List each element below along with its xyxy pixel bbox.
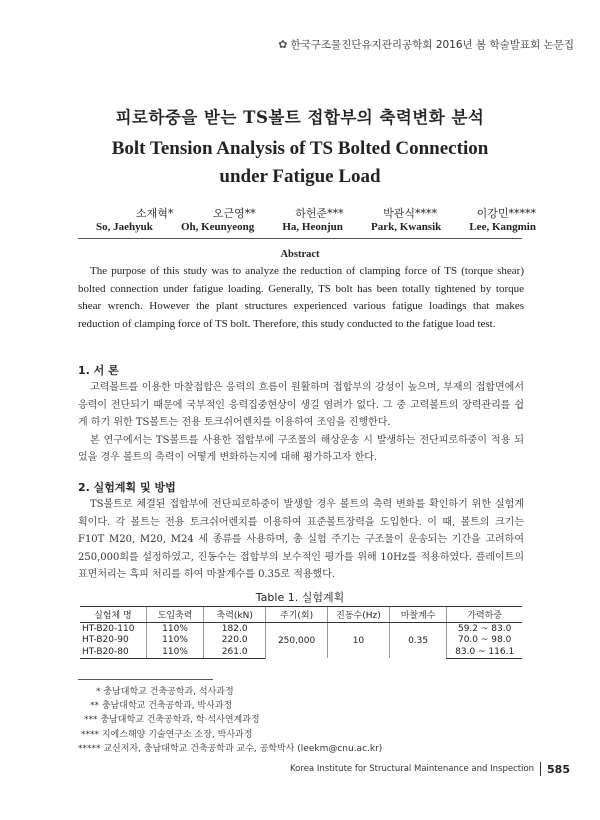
table-cell: 250,000 <box>266 623 328 659</box>
table-header: 실험체 명 <box>80 607 146 623</box>
table-header-row <box>80 607 522 623</box>
conference-header <box>278 37 574 52</box>
page-number: 585 <box>547 762 570 776</box>
section-body <box>78 496 524 584</box>
footnote: ***** 교신저자, 충남대학교 건축공학과 교수, 공학박사 (leekm@cnu.ac.kr) <box>78 743 383 754</box>
author-en: So, Jaehyuk <box>96 221 153 233</box>
author-ko: 하헌준*** <box>295 207 344 220</box>
title-english <box>0 135 600 191</box>
section-heading: 2. 실험계획 및 방법 <box>78 481 176 494</box>
author-ko: 이강민***** <box>476 207 536 220</box>
table-cell: 182.0 <box>204 623 266 635</box>
paragraph: 본 연구에서는 TS볼트를 사용한 접합부에 구조물의 해상운송 시 발생하는 전단피로하중이 적용 되었을 경우 볼트의 축력이 어떻게 변화하는지에 대해 평가하고자 한다. <box>78 434 524 464</box>
author-en: Oh, Keunyeong <box>180 221 255 233</box>
footnote: * 충남대학교 건축공학과, 석사과정 <box>96 687 234 697</box>
author-ko: 박관식**** <box>383 207 438 220</box>
table-header: 마찰계수 <box>389 607 446 623</box>
footnote: *** 충남대학교 건축공학과, 학·석사연계과정 <box>84 715 260 726</box>
footnote-divider <box>78 679 213 680</box>
footnotes <box>78 685 438 756</box>
author-en: Lee, Kangmin <box>469 221 536 233</box>
table-cell: 83.0 ~ 116.1 <box>447 646 522 658</box>
abstract-heading: Abstract <box>280 249 320 260</box>
table-cell: 10 <box>328 623 390 659</box>
table-cell: HT-B20-90 <box>82 635 129 646</box>
authors-english <box>96 221 536 233</box>
table-cell: HT-B20-110 <box>82 623 135 634</box>
author-ko: 오근영** <box>212 207 256 220</box>
title-english-line2: under Fatigue Load <box>219 166 381 187</box>
paragraph: TS볼트로 체결된 접합부에 전단피로하중이 발생할 경우 볼트의 축력 변화를 확인하기 위한 실험계획이다. 각 볼트는 전용 토크쉬어렌치를 이용하여 표준볼트장력을 도입한다. 이 때, 볼트의 크기는 F10T M20, M20, M24 세 종류를 사용하며, 총 실험 주기는 구조물이 운송되는 기간을 고려하여 250,000회를 설정하였고, 진동수는 접합부의 보수적인 평가를 위해 10Hz를 적용하였다. 플레이트의 표면처리는 흑피 처리를 하여 마찰계수를 0.35로 적용했다. <box>78 499 524 581</box>
author-ko: 소재혁* <box>136 207 174 220</box>
footnote: **** 지에스해양 기술연구소 소장, 박사과정 <box>81 729 253 740</box>
table-cell: 220.0 <box>204 635 266 647</box>
flower-icon: ✿ <box>278 38 288 51</box>
table-cell: 110% <box>146 646 203 658</box>
table-cell: 110% <box>146 623 203 635</box>
table-cell: 261.0 <box>204 646 266 658</box>
author-en: Ha, Heonjun <box>282 221 343 233</box>
abstract-text: The purpose of this study was to analyze the reduction of clamping force of TS (torque shear) bolted connection under fatigue loading. Generally, TS bolt has been totally tightened by torque shear wrench. However the plant structures experienced various fatigue loadings that makes reduction of clamping force of TS bolt. Therefore, this study conducted to the fatigue load test. <box>78 265 524 330</box>
experiment-table <box>80 606 522 659</box>
table-header: 가력하중 <box>447 607 522 623</box>
divider <box>78 238 522 239</box>
authors-korean <box>96 205 536 221</box>
table-row <box>80 623 522 635</box>
table-cell: 59.2 ~ 83.0 <box>447 623 522 635</box>
footer-organization: Korea Institute for Structural Maintenance and Inspection <box>290 764 535 774</box>
table-cell: 70.0 ~ 98.0 <box>447 635 522 647</box>
table-header: 진동수(Hz) <box>328 607 390 623</box>
section-body <box>78 379 524 467</box>
section-heading: 1. 서 론 <box>78 364 119 377</box>
table-cell: 0.35 <box>389 623 446 659</box>
table-header: 주기(회) <box>266 607 328 623</box>
table-cell: 110% <box>146 635 203 647</box>
page-footer <box>290 762 570 776</box>
conference-header-text: 한국구조물진단유지관리공학회 2016년 봄 학술발표회 논문집 <box>290 39 574 51</box>
title-english-line1: Bolt Tension Analysis of TS Bolted Connection <box>111 138 489 159</box>
footnote: ** 충남대학교 건축공학과, 박사과정 <box>90 701 233 712</box>
table-header: 도입축력 <box>146 607 203 623</box>
table-caption: Table 1. 실험계획 <box>255 591 345 604</box>
footer-divider <box>540 762 541 776</box>
title-korean: 피로하중을 받는 TS볼트 접합부의 축력변화 분석 <box>115 108 485 127</box>
author-en: Park, Kwansik <box>370 221 442 233</box>
paragraph: 고력볼트를 이용한 마찰접합은 응력의 흐름이 원활하며 접합부의 강성이 높으며, 부재의 접합면에서 응력이 전단되기 때문에 국부적인 응력집중현상이 생길 염려가 없다. 그 중 고력볼트의 장력관리를 쉽게 하기 위한 TS볼트는 전용 토크쉬어렌치를 이용하여 조임을 진행한다. <box>78 382 524 429</box>
table-cell: HT-B20-80 <box>80 646 146 658</box>
table-header: 축력(kN) <box>204 607 266 623</box>
